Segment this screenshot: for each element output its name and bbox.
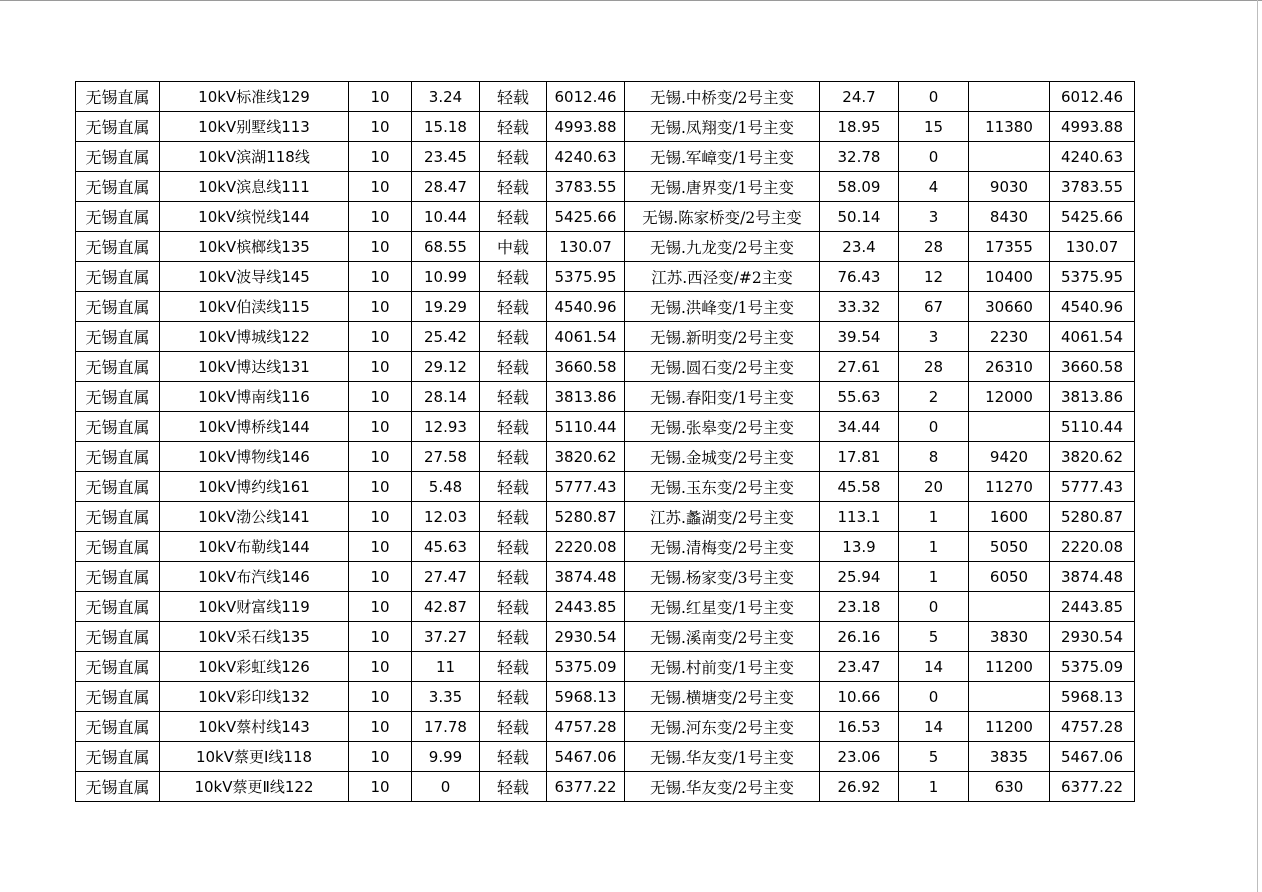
load-rate-cell: 11 [412,652,480,682]
available-capacity-cell: 3874.48 [547,562,625,592]
transformer-cell: 无锡.清梅变/2号主变 [625,532,820,562]
transformer-load-rate-cell: 18.95 [820,112,899,142]
load-rate-cell: 28.47 [412,172,480,202]
remaining-capacity-cell: 6377.22 [1050,772,1135,802]
pending-count-cell: 0 [899,412,969,442]
available-capacity-cell: 130.07 [547,232,625,262]
remaining-capacity-cell: 4061.54 [1050,322,1135,352]
company-cell: 无锡直属 [76,742,160,772]
pending-capacity-cell: 17355 [969,232,1050,262]
table-row [76,442,1135,472]
available-capacity-cell: 5110.44 [547,412,625,442]
load-rate-cell: 42.87 [412,592,480,622]
available-capacity-cell: 5968.13 [547,682,625,712]
load-status-cell: 轻载 [480,142,547,172]
load-rate-cell: 27.58 [412,442,480,472]
remaining-capacity-cell: 3813.86 [1050,382,1135,412]
voltage-cell: 10 [349,142,412,172]
transformer-load-rate-cell: 55.63 [820,382,899,412]
voltage-cell: 10 [349,352,412,382]
remaining-capacity-cell: 2930.54 [1050,622,1135,652]
voltage-cell: 10 [349,412,412,442]
pending-capacity-cell: 1600 [969,502,1050,532]
transformer-cell: 无锡.洪峰变/1号主变 [625,292,820,322]
pending-count-cell: 8 [899,442,969,472]
load-status-cell: 轻载 [480,622,547,652]
available-capacity-cell: 5467.06 [547,742,625,772]
pending-count-cell: 14 [899,652,969,682]
pending-count-cell: 1 [899,502,969,532]
pending-capacity-cell: 9030 [969,172,1050,202]
transformer-load-rate-cell: 26.16 [820,622,899,652]
company-cell: 无锡直属 [76,412,160,442]
transformer-load-rate-cell: 34.44 [820,412,899,442]
available-capacity-cell: 5777.43 [547,472,625,502]
feeder-name-cell: 10kV波导线145 [160,262,349,292]
transformer-cell: 无锡.中桥变/2号主变 [625,82,820,112]
available-capacity-cell: 4540.96 [547,292,625,322]
table-row [76,322,1135,352]
pending-capacity-cell: 11200 [969,652,1050,682]
transformer-load-rate-cell: 25.94 [820,562,899,592]
table-row [76,652,1135,682]
feeder-name-cell: 10kV滨湖118线 [160,142,349,172]
load-rate-cell: 3.35 [412,682,480,712]
load-status-cell: 轻载 [480,652,547,682]
transformer-load-rate-cell: 23.4 [820,232,899,262]
company-cell: 无锡直属 [76,772,160,802]
transformer-cell: 无锡.凤翔变/1号主变 [625,112,820,142]
remaining-capacity-cell: 2443.85 [1050,592,1135,622]
remaining-capacity-cell: 5110.44 [1050,412,1135,442]
transformer-cell: 江苏.西泾变/#2主变 [625,262,820,292]
load-status-cell: 轻载 [480,112,547,142]
table-row [76,112,1135,142]
load-rate-cell: 12.93 [412,412,480,442]
voltage-cell: 10 [349,292,412,322]
available-capacity-cell: 5375.95 [547,262,625,292]
table-row [76,172,1135,202]
pending-count-cell: 14 [899,712,969,742]
remaining-capacity-cell: 3783.55 [1050,172,1135,202]
remaining-capacity-cell: 5968.13 [1050,682,1135,712]
load-rate-cell: 9.99 [412,742,480,772]
load-status-cell: 轻载 [480,742,547,772]
transformer-cell: 无锡.陈家桥变/2号主变 [625,202,820,232]
pending-count-cell: 0 [899,82,969,112]
pending-capacity-cell: 630 [969,772,1050,802]
load-rate-cell: 28.14 [412,382,480,412]
pending-count-cell: 15 [899,112,969,142]
voltage-cell: 10 [349,262,412,292]
transformer-cell: 无锡.河东变/2号主变 [625,712,820,742]
pending-capacity-cell: 11380 [969,112,1050,142]
table-row [76,742,1135,772]
remaining-capacity-cell: 3660.58 [1050,352,1135,382]
transformer-cell: 无锡.军嶂变/1号主变 [625,142,820,172]
table-row [76,682,1135,712]
load-status-cell: 轻载 [480,322,547,352]
table-row [76,202,1135,232]
table-row [76,592,1135,622]
transformer-load-rate-cell: 58.09 [820,172,899,202]
transformer-cell: 无锡.红星变/1号主变 [625,592,820,622]
company-cell: 无锡直属 [76,82,160,112]
company-cell: 无锡直属 [76,532,160,562]
table-row [76,142,1135,172]
pending-capacity-cell: 11200 [969,712,1050,742]
pending-count-cell: 12 [899,262,969,292]
load-status-cell: 轻载 [480,412,547,442]
transformer-load-rate-cell: 16.53 [820,712,899,742]
pending-capacity-cell: 26310 [969,352,1050,382]
transformer-cell: 无锡.春阳变/1号主变 [625,382,820,412]
pending-capacity-cell: 5050 [969,532,1050,562]
pending-capacity-cell [969,142,1050,172]
transformer-cell: 无锡.华友变/2号主变 [625,772,820,802]
page-right-border [1257,0,1258,892]
voltage-cell: 10 [349,202,412,232]
remaining-capacity-cell: 5375.95 [1050,262,1135,292]
feeder-load-table [75,81,1135,802]
transformer-cell: 无锡.张皋变/2号主变 [625,412,820,442]
company-cell: 无锡直属 [76,292,160,322]
table-row [76,232,1135,262]
company-cell: 无锡直属 [76,592,160,622]
feeder-name-cell: 10kV彩虹线126 [160,652,349,682]
pending-capacity-cell [969,682,1050,712]
remaining-capacity-cell: 3820.62 [1050,442,1135,472]
remaining-capacity-cell: 4240.63 [1050,142,1135,172]
voltage-cell: 10 [349,112,412,142]
company-cell: 无锡直属 [76,712,160,742]
voltage-cell: 10 [349,82,412,112]
load-rate-cell: 29.12 [412,352,480,382]
pending-capacity-cell [969,82,1050,112]
pending-count-cell: 2 [899,382,969,412]
table-row [76,382,1135,412]
load-status-cell: 轻载 [480,712,547,742]
company-cell: 无锡直属 [76,382,160,412]
voltage-cell: 10 [349,742,412,772]
available-capacity-cell: 6012.46 [547,82,625,112]
transformer-load-rate-cell: 26.92 [820,772,899,802]
load-rate-cell: 37.27 [412,622,480,652]
transformer-load-rate-cell: 113.1 [820,502,899,532]
company-cell: 无锡直属 [76,472,160,502]
company-cell: 无锡直属 [76,352,160,382]
remaining-capacity-cell: 5777.43 [1050,472,1135,502]
remaining-capacity-cell: 5375.09 [1050,652,1135,682]
table-row [76,352,1135,382]
load-status-cell: 轻载 [480,532,547,562]
remaining-capacity-cell: 5280.87 [1050,502,1135,532]
transformer-load-rate-cell: 23.47 [820,652,899,682]
pending-count-cell: 4 [899,172,969,202]
load-status-cell: 轻载 [480,292,547,322]
available-capacity-cell: 6377.22 [547,772,625,802]
load-rate-cell: 15.18 [412,112,480,142]
pending-capacity-cell: 10400 [969,262,1050,292]
feeder-name-cell: 10kV缤悦线144 [160,202,349,232]
transformer-cell: 无锡.玉东变/2号主变 [625,472,820,502]
voltage-cell: 10 [349,622,412,652]
load-status-cell: 轻载 [480,82,547,112]
remaining-capacity-cell: 3874.48 [1050,562,1135,592]
transformer-load-rate-cell: 33.32 [820,292,899,322]
remaining-capacity-cell: 4757.28 [1050,712,1135,742]
feeder-name-cell: 10kV彩印线132 [160,682,349,712]
pending-capacity-cell: 6050 [969,562,1050,592]
feeder-name-cell: 10kV博约线161 [160,472,349,502]
available-capacity-cell: 5375.09 [547,652,625,682]
transformer-cell: 无锡.九龙变/2号主变 [625,232,820,262]
load-rate-cell: 12.03 [412,502,480,532]
feeder-name-cell: 10kV滨息线111 [160,172,349,202]
load-rate-cell: 19.29 [412,292,480,322]
company-cell: 无锡直属 [76,562,160,592]
load-rate-cell: 5.48 [412,472,480,502]
feeder-name-cell: 10kV博南线116 [160,382,349,412]
pending-count-cell: 1 [899,532,969,562]
pending-capacity-cell: 2230 [969,322,1050,352]
feeder-name-cell: 10kV布勒线144 [160,532,349,562]
table-row [76,622,1135,652]
transformer-load-rate-cell: 23.06 [820,742,899,772]
pending-capacity-cell: 12000 [969,382,1050,412]
load-rate-cell: 10.44 [412,202,480,232]
transformer-cell: 无锡.村前变/1号主变 [625,652,820,682]
transformer-load-rate-cell: 32.78 [820,142,899,172]
pending-capacity-cell: 30660 [969,292,1050,322]
pending-count-cell: 1 [899,562,969,592]
available-capacity-cell: 4061.54 [547,322,625,352]
pending-count-cell: 5 [899,622,969,652]
load-rate-cell: 25.42 [412,322,480,352]
feeder-name-cell: 10kV标准线129 [160,82,349,112]
available-capacity-cell: 3660.58 [547,352,625,382]
voltage-cell: 10 [349,712,412,742]
table-row [76,472,1135,502]
available-capacity-cell: 2443.85 [547,592,625,622]
available-capacity-cell: 4993.88 [547,112,625,142]
company-cell: 无锡直属 [76,142,160,172]
load-status-cell: 中载 [480,232,547,262]
load-status-cell: 轻载 [480,592,547,622]
table-row [76,412,1135,442]
load-rate-cell: 23.45 [412,142,480,172]
pending-count-cell: 1 [899,772,969,802]
load-rate-cell: 0 [412,772,480,802]
load-status-cell: 轻载 [480,382,547,412]
pending-count-cell: 3 [899,202,969,232]
voltage-cell: 10 [349,232,412,262]
feeder-name-cell: 10kV蔡更Ⅱ线122 [160,772,349,802]
transformer-load-rate-cell: 50.14 [820,202,899,232]
feeder-name-cell: 10kV蔡更Ⅰ线118 [160,742,349,772]
voltage-cell: 10 [349,772,412,802]
transformer-load-rate-cell: 17.81 [820,442,899,472]
feeder-name-cell: 10kV蔡村线143 [160,712,349,742]
page-top-border [0,0,1262,1]
available-capacity-cell: 2220.08 [547,532,625,562]
feeder-name-cell: 10kV博物线146 [160,442,349,472]
load-status-cell: 轻载 [480,562,547,592]
load-rate-cell: 45.63 [412,532,480,562]
pending-count-cell: 5 [899,742,969,772]
company-cell: 无锡直属 [76,442,160,472]
voltage-cell: 10 [349,562,412,592]
transformer-cell: 无锡.华友变/1号主变 [625,742,820,772]
voltage-cell: 10 [349,322,412,352]
available-capacity-cell: 2930.54 [547,622,625,652]
transformer-cell: 无锡.金城变/2号主变 [625,442,820,472]
load-rate-cell: 68.55 [412,232,480,262]
transformer-load-rate-cell: 10.66 [820,682,899,712]
remaining-capacity-cell: 4993.88 [1050,112,1135,142]
table-row [76,502,1135,532]
pending-capacity-cell: 11270 [969,472,1050,502]
company-cell: 无锡直属 [76,232,160,262]
table-body [76,82,1135,802]
pending-count-cell: 0 [899,142,969,172]
feeder-name-cell: 10kV槟榔线135 [160,232,349,262]
company-cell: 无锡直属 [76,172,160,202]
load-status-cell: 轻载 [480,682,547,712]
load-status-cell: 轻载 [480,772,547,802]
pending-capacity-cell: 3835 [969,742,1050,772]
load-status-cell: 轻载 [480,262,547,292]
remaining-capacity-cell: 2220.08 [1050,532,1135,562]
voltage-cell: 10 [349,502,412,532]
table-row [76,82,1135,112]
voltage-cell: 10 [349,472,412,502]
voltage-cell: 10 [349,532,412,562]
table-row [76,562,1135,592]
transformer-cell: 江苏.蠡湖变/2号主变 [625,502,820,532]
pending-capacity-cell [969,592,1050,622]
load-status-cell: 轻载 [480,352,547,382]
company-cell: 无锡直属 [76,652,160,682]
load-status-cell: 轻载 [480,472,547,502]
available-capacity-cell: 5425.66 [547,202,625,232]
feeder-name-cell: 10kV博城线122 [160,322,349,352]
available-capacity-cell: 5280.87 [547,502,625,532]
transformer-load-rate-cell: 76.43 [820,262,899,292]
feeder-name-cell: 10kV别墅线113 [160,112,349,142]
pending-count-cell: 20 [899,472,969,502]
remaining-capacity-cell: 5425.66 [1050,202,1135,232]
transformer-load-rate-cell: 13.9 [820,532,899,562]
pending-count-cell: 28 [899,232,969,262]
company-cell: 无锡直属 [76,262,160,292]
voltage-cell: 10 [349,682,412,712]
table-row [76,532,1135,562]
voltage-cell: 10 [349,172,412,202]
company-cell: 无锡直属 [76,112,160,142]
feeder-name-cell: 10kV布汽线146 [160,562,349,592]
available-capacity-cell: 3783.55 [547,172,625,202]
load-status-cell: 轻载 [480,442,547,472]
transformer-cell: 无锡.横塘变/2号主变 [625,682,820,712]
voltage-cell: 10 [349,592,412,622]
available-capacity-cell: 3820.62 [547,442,625,472]
load-status-cell: 轻载 [480,502,547,532]
feeder-name-cell: 10kV渤公线141 [160,502,349,532]
pending-count-cell: 3 [899,322,969,352]
remaining-capacity-cell: 5467.06 [1050,742,1135,772]
pending-count-cell: 67 [899,292,969,322]
available-capacity-cell: 4240.63 [547,142,625,172]
feeder-name-cell: 10kV采石线135 [160,622,349,652]
remaining-capacity-cell: 130.07 [1050,232,1135,262]
pending-count-cell: 28 [899,352,969,382]
transformer-load-rate-cell: 23.18 [820,592,899,622]
voltage-cell: 10 [349,652,412,682]
remaining-capacity-cell: 4540.96 [1050,292,1135,322]
feeder-name-cell: 10kV博桥线144 [160,412,349,442]
load-rate-cell: 3.24 [412,82,480,112]
feeder-name-cell: 10kV伯渎线115 [160,292,349,322]
table-row [76,712,1135,742]
company-cell: 无锡直属 [76,622,160,652]
transformer-load-rate-cell: 39.54 [820,322,899,352]
load-status-cell: 轻载 [480,202,547,232]
feeder-name-cell: 10kV博达线131 [160,352,349,382]
transformer-load-rate-cell: 45.58 [820,472,899,502]
pending-capacity-cell: 9420 [969,442,1050,472]
feeder-name-cell: 10kV财富线119 [160,592,349,622]
pending-capacity-cell [969,412,1050,442]
load-rate-cell: 27.47 [412,562,480,592]
table-row [76,292,1135,322]
transformer-cell: 无锡.杨家变/3号主变 [625,562,820,592]
table-row [76,772,1135,802]
transformer-load-rate-cell: 27.61 [820,352,899,382]
available-capacity-cell: 3813.86 [547,382,625,412]
voltage-cell: 10 [349,382,412,412]
available-capacity-cell: 4757.28 [547,712,625,742]
company-cell: 无锡直属 [76,502,160,532]
company-cell: 无锡直属 [76,682,160,712]
pending-count-cell: 0 [899,592,969,622]
load-rate-cell: 10.99 [412,262,480,292]
remaining-capacity-cell: 6012.46 [1050,82,1135,112]
load-status-cell: 轻载 [480,172,547,202]
pending-count-cell: 0 [899,682,969,712]
company-cell: 无锡直属 [76,322,160,352]
load-rate-cell: 17.78 [412,712,480,742]
transformer-cell: 无锡.唐界变/1号主变 [625,172,820,202]
transformer-load-rate-cell: 24.7 [820,82,899,112]
pending-capacity-cell: 3830 [969,622,1050,652]
voltage-cell: 10 [349,442,412,472]
company-cell: 无锡直属 [76,202,160,232]
transformer-cell: 无锡.圆石变/2号主变 [625,352,820,382]
pending-capacity-cell: 8430 [969,202,1050,232]
transformer-cell: 无锡.溪南变/2号主变 [625,622,820,652]
table-row [76,262,1135,292]
transformer-cell: 无锡.新明变/2号主变 [625,322,820,352]
